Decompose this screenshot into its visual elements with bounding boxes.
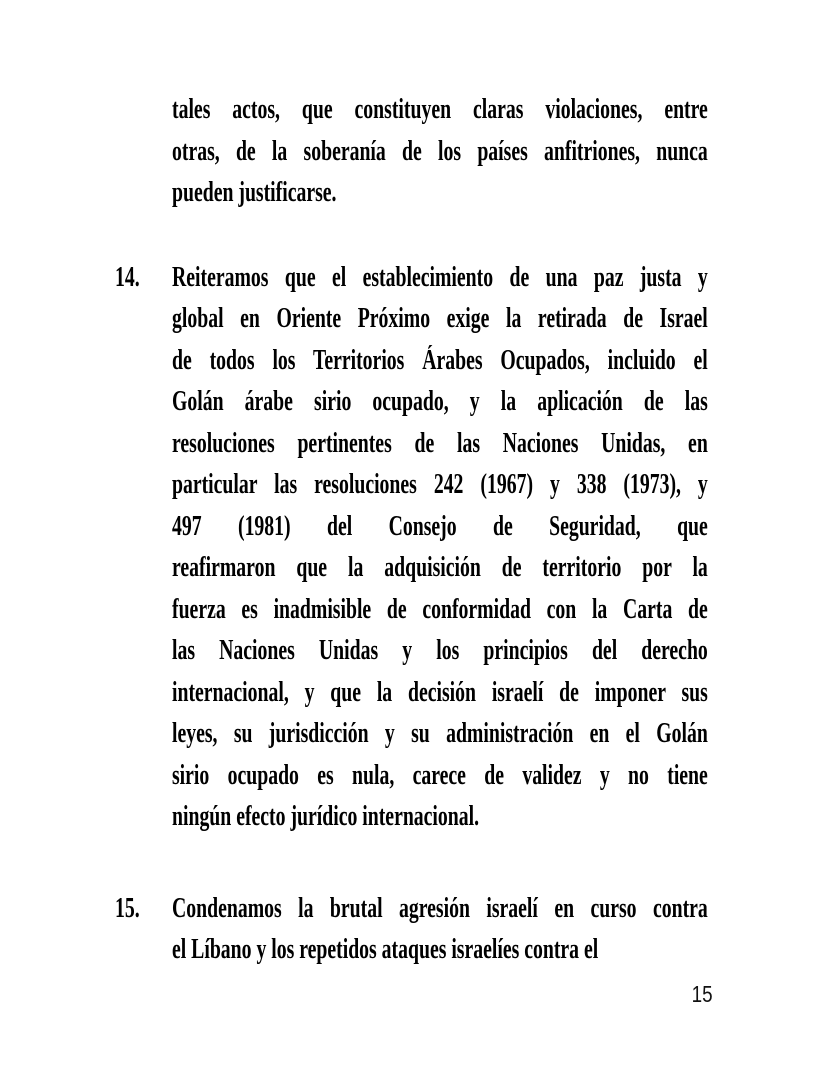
text-line: leyes, su jurisdicción y su administración en el Golán: [172, 718, 708, 749]
text-line: las Naciones Unidas y los principios del derecho: [172, 635, 708, 666]
text-line: el Líbano y los repetidos ataques israelíes contra el: [172, 934, 599, 965]
paragraph-number: 14.: [115, 261, 140, 293]
text-line: 497 (1981) del Consejo de Seguridad, que: [172, 510, 708, 542]
text-line: Reiteramos que el establecimiento de una paz justa y: [172, 261, 708, 293]
text-line: pueden justificarse.: [172, 177, 337, 208]
text-line: Golán árabe sirio ocupado, y la aplicación de las: [172, 386, 708, 417]
text-line: otras, de la soberanía de los países anfitriones, nunca: [172, 135, 708, 167]
text-line: sirio ocupado es nula, carece de validez y no tiene: [172, 759, 708, 791]
text-line: tales actos, que constituyen claras violaciones, entre: [172, 94, 708, 125]
text-line: fuerza es inadmisible de conformidad con la Carta de: [172, 593, 708, 625]
document-body: [115, 89, 708, 971]
paragraph: [172, 89, 708, 214]
paragraph-number: 15.: [115, 892, 140, 924]
paragraph: [115, 257, 708, 838]
text-line: particular las resoluciones 242 (1967) y 338 (1973), y: [172, 469, 708, 500]
text-line: global en Oriente Próximo exige la retirada de Israel: [172, 303, 708, 334]
text-line: internacional, y que la decisión israelí de imponer sus: [172, 676, 708, 708]
text-line: ningún efecto jurídico internacional.: [172, 801, 480, 832]
page-number: 15: [692, 981, 713, 1007]
text-line: de todos los Territorios Árabes Ocupados, incluido el: [172, 344, 708, 376]
text-line: resoluciones pertinentes de las Naciones Unidas, en: [172, 427, 708, 459]
paragraph: [115, 888, 708, 971]
text-line: reafirmaron que la adquisición de territorio por la: [172, 552, 708, 583]
text-line: Condenamos la brutal agresión israelí en curso contra: [172, 892, 708, 924]
